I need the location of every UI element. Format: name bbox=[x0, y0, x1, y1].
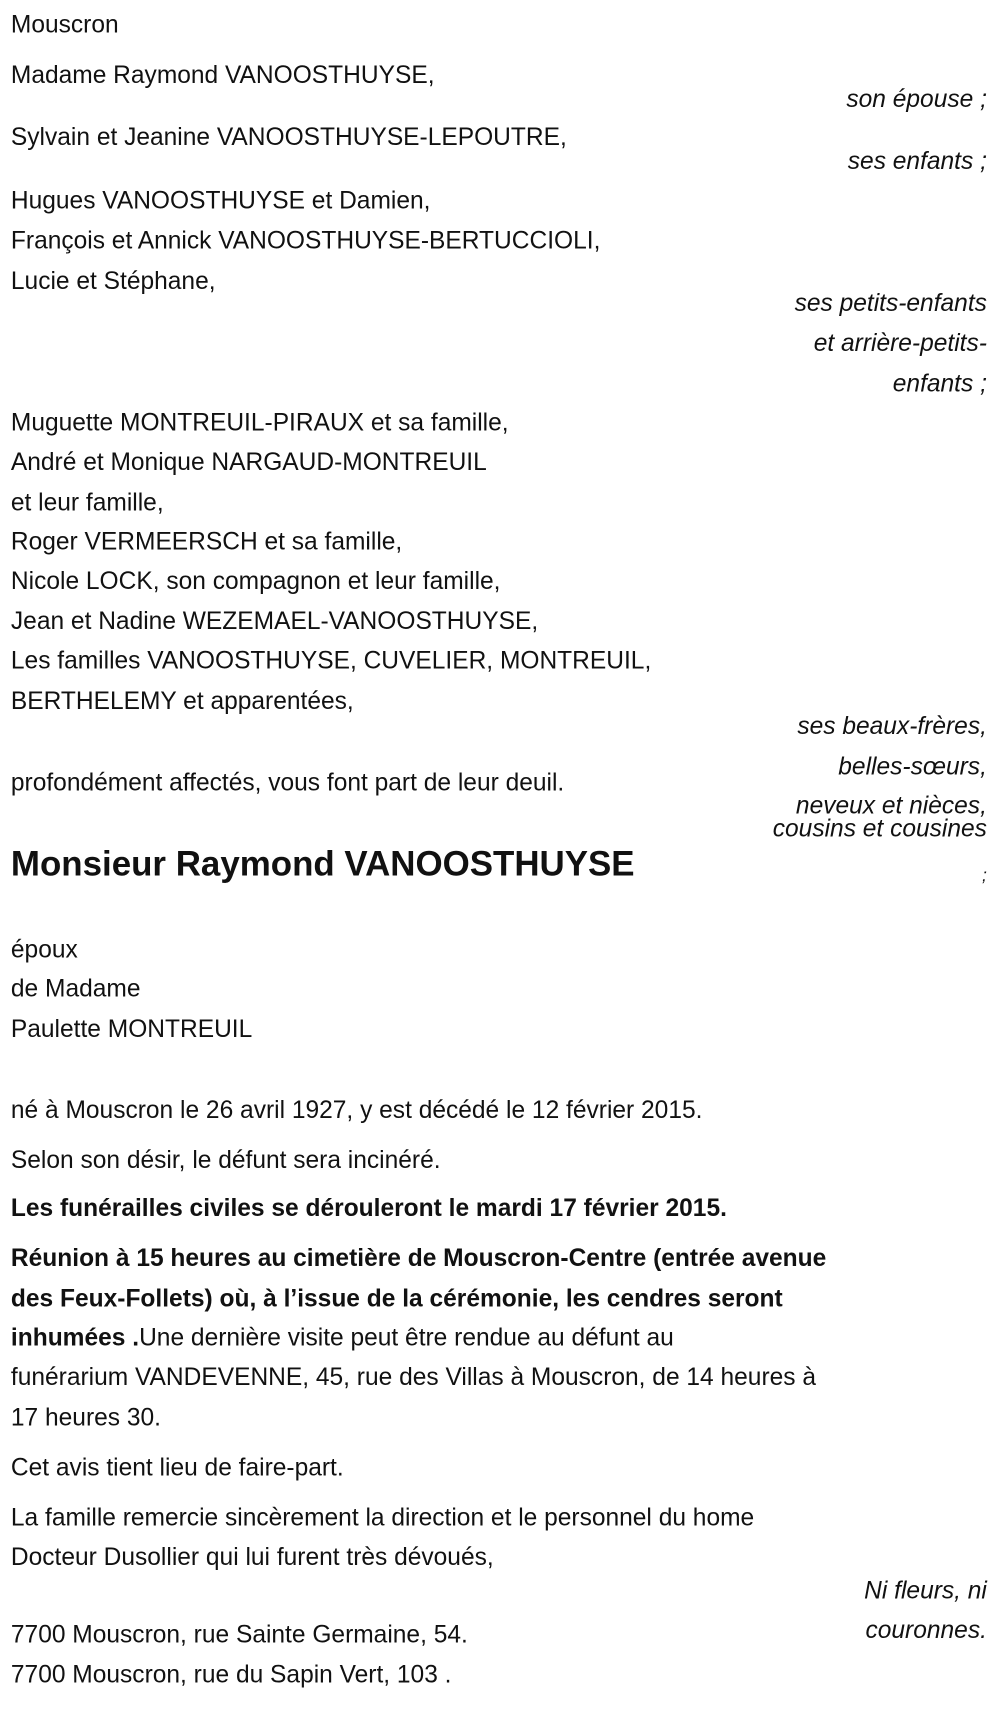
relation-label: ses enfants ; bbox=[847, 147, 987, 175]
address: 7700 Mouscron, rue Sainte Germaine, 54. bbox=[10, 1620, 468, 1648]
family-line: Sylvain et Jeanine VANOOSTHUYSE-LEPOUTRE, bbox=[10, 123, 567, 151]
funeral-date: Les funérailles civiles se dérouleront le mardi 17 février 2015. bbox=[10, 1194, 727, 1222]
family-line: BERTHELEMY et apparentées, bbox=[10, 687, 354, 715]
relation-label: cousins et cousines bbox=[772, 814, 987, 842]
announcement: profondément affectés, vous font part de leur deuil. bbox=[10, 768, 565, 797]
relation-label: belles-sœurs, bbox=[838, 752, 987, 780]
no-flowers: couronnes. bbox=[865, 1616, 987, 1644]
family-line: et leur famille, bbox=[10, 488, 164, 516]
relation-label: enfants ; bbox=[892, 369, 987, 397]
meeting-line: Réunion à 15 heures au cimetière de Mouscron-Centre (entrée avenue bbox=[10, 1244, 827, 1272]
thanks-line: La famille remercie sincèrement la direction et le personnel du home bbox=[10, 1503, 755, 1532]
meeting-line: des Feux-Follets) où, à l’issue de la cérémonie, les cendres seront bbox=[10, 1284, 783, 1312]
family-line: Nicole LOCK, son compagnon et leur famille, bbox=[10, 567, 501, 595]
spouse-line: Paulette MONTREUIL bbox=[10, 1015, 253, 1043]
meeting-end: inhumées . bbox=[10, 1323, 140, 1352]
spouse-line: époux bbox=[10, 935, 78, 963]
birth-death: né à Mouscron le 26 avril 1927, y est décédé le 12 février 2015. bbox=[10, 1095, 703, 1124]
family-line: Roger VERMEERSCH et sa famille, bbox=[10, 527, 403, 556]
relation-label: ses petits-enfants bbox=[794, 288, 987, 317]
visit-line: 17 heures 30. bbox=[10, 1403, 161, 1431]
cremation: Selon son désir, le défunt sera incinéré. bbox=[10, 1146, 441, 1174]
deceased-name: Monsieur Raymond VANOOSTHUYSE bbox=[10, 844, 635, 884]
family-line: Hugues VANOOSTHUYSE et Damien, bbox=[10, 186, 431, 214]
family-line: Les familles VANOOSTHUYSE, CUVELIER, MONTREUIL, bbox=[10, 646, 652, 674]
family-line: Lucie et Stéphane, bbox=[10, 267, 216, 295]
family-line: Jean et Nadine WEZEMAEL-VANOOSTHUYSE, bbox=[10, 607, 539, 635]
relation-label: ses beaux-frères, bbox=[797, 712, 987, 740]
relation-label: neveux et nièces, bbox=[795, 791, 987, 819]
thanks-line: Docteur Dusollier qui lui furent très dévoués, bbox=[10, 1543, 494, 1571]
relation-label: son épouse ; bbox=[846, 85, 987, 113]
no-flowers: Ni fleurs, ni bbox=[864, 1576, 987, 1605]
family-line: François et Annick VANOOSTHUYSE-BERTUCCIOLI, bbox=[10, 226, 601, 255]
family-line: Madame Raymond VANOOSTHUYSE, bbox=[10, 61, 435, 89]
address: 7700 Mouscron, rue du Sapin Vert, 103 . bbox=[10, 1660, 452, 1689]
spouse-line: de Madame bbox=[10, 974, 141, 1003]
notice: Cet avis tient lieu de faire-part. bbox=[10, 1453, 344, 1481]
visit-line: funérarium VANDEVENNE, 45, rue des Villas à Mouscron, de 14 heures à bbox=[10, 1363, 817, 1391]
relation-label: et arrière-petits- bbox=[813, 329, 987, 357]
meeting-visit-line bbox=[10, 1323, 674, 1352]
visit-line: Une dernière visite peut être rendue au défunt au bbox=[139, 1323, 674, 1352]
city: Mouscron bbox=[10, 10, 119, 39]
family-line: Muguette MONTREUIL-PIRAUX et sa famille, bbox=[10, 408, 509, 437]
family-line: André et Monique NARGAUD-MONTREUIL bbox=[10, 448, 487, 476]
relation-label: ; bbox=[982, 866, 987, 886]
